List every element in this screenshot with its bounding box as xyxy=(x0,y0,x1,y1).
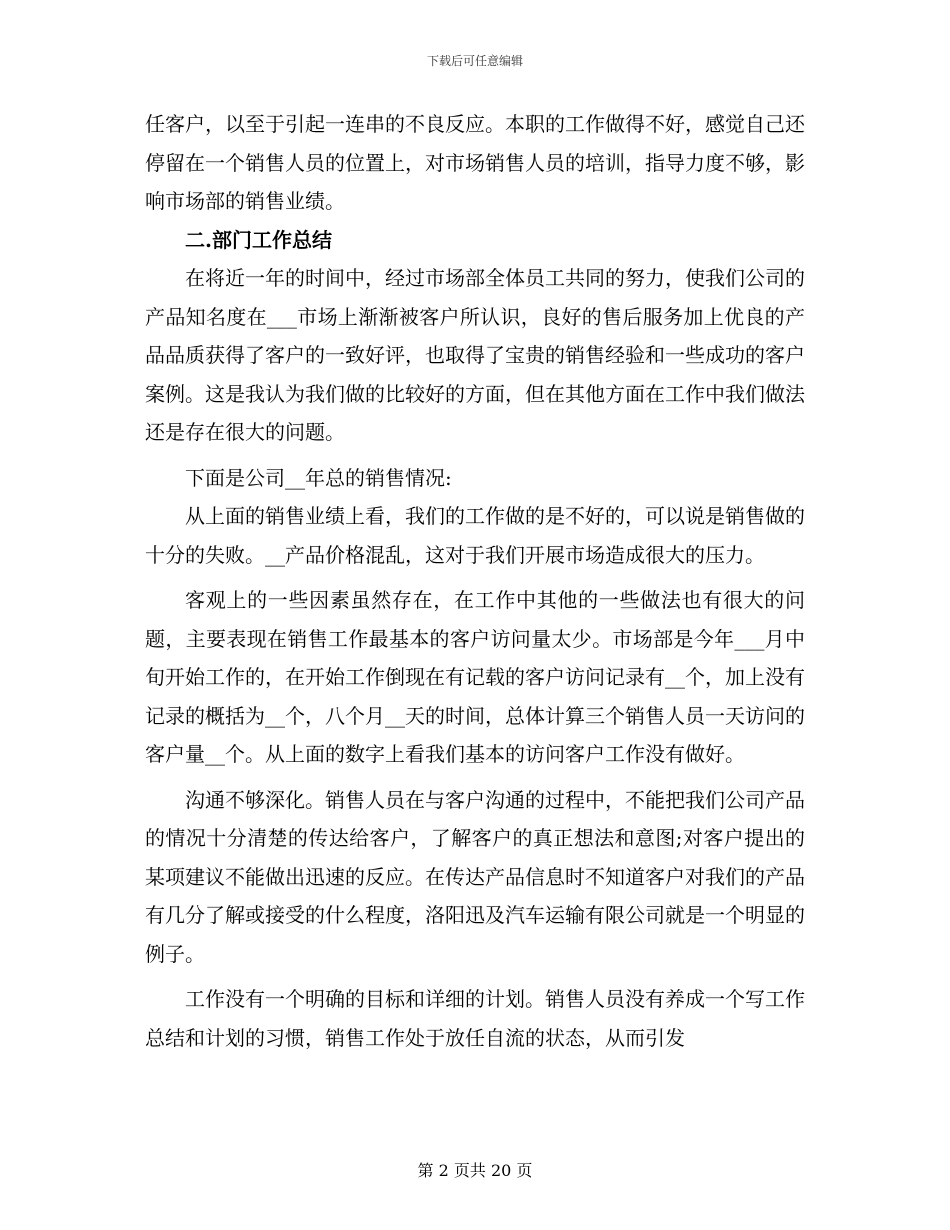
paragraph-planning: 工作没有一个明确的目标和详细的计划。销售人员没有养成一个写工作总结和计划的习惯，销售工作处于放任自流的状态，从而引发 xyxy=(145,987,805,1050)
paragraph-customer-visits: 客观上的一些因素虽然存在，在工作中其他的一些做法也有很大的问题，主要表现在销售工作最基本的客户访问量太少。市场部是今年___月中旬开始工作的，在开始工作倒现在有记载的客户访问记录有__个，加上没有记录的概括为__个，八个月__天的时间，总体计算三个销售人员一天访问的客户量__个。从上面的数字上看我们基本的访问客户工作没有做好。 xyxy=(145,588,805,766)
section-heading: 二.部门工作总结 xyxy=(185,227,332,252)
document-body xyxy=(145,105,805,1057)
paragraph-continued: 任客户，以至于引起一连串的不良反应。本职的工作做得不好，感觉自己还停留在一个销售人员的位置上，对市场销售人员的培训，指导力度不够，影响市场部的销售业绩。 xyxy=(145,112,805,213)
paragraph-sales-performance: 从上面的销售业绩上看，我们的工作做的是不好的，可以说是销售做的十分的失败。__产品价格混乱，这对于我们开展市场造成很大的压力。 xyxy=(145,504,805,567)
paragraph-department-summary: 在将近一年的时间中，经过市场部全体员工共同的努力，使我们公司的产品知名度在___市场上渐渐被客户所认识，良好的售后服务加上优良的产品品质获得了客户的一致好评，也取得了宝贵的销售经验和一些成功的客户案例。这是我认为我们做的比较好的方面，但在其他方面在工作中我们做法还是存在很大的问题。 xyxy=(145,266,805,444)
paragraph-sales-intro: 下面是公司__年总的销售情况: xyxy=(185,465,452,490)
page-number: 第 2 页共 20 页 xyxy=(417,1161,533,1180)
paragraph-communication: 沟通不够深化。销售人员在与客户沟通的过程中，不能把我们公司产品的情况十分清楚的传达给客户，了解客户的真正想法和意图;对客户提出的某项建议不能做出迅速的反应。在传达产品信息时不知道客户对我们的产品有几分了解或接受的什么程度，洛阳迅及汽车运输有限公司就是一个明显的例子。 xyxy=(145,787,805,966)
header-note: 下载后可任意编辑 xyxy=(426,54,523,68)
